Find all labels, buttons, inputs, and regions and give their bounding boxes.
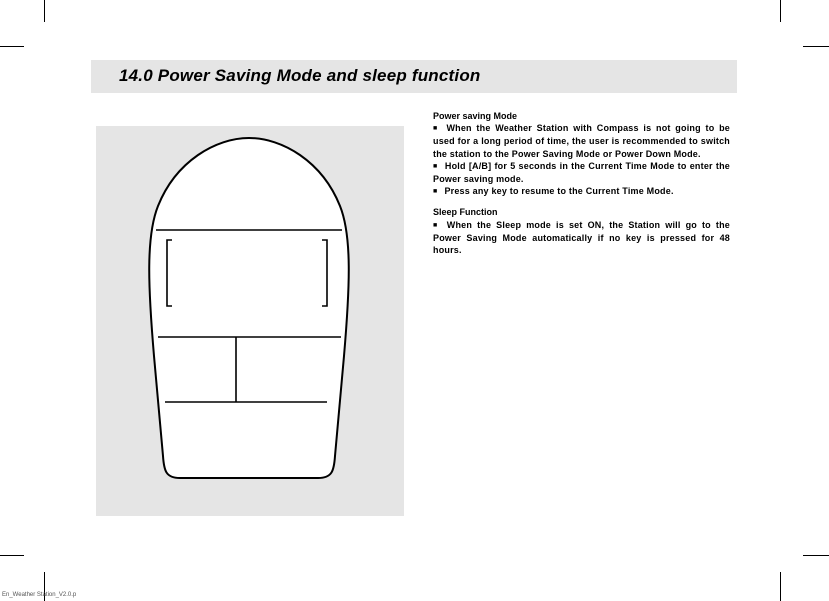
bullet-icon: ■ xyxy=(433,125,440,133)
sleep-function-heading: Sleep Function xyxy=(433,207,498,218)
crop-mark-bottom-left-h xyxy=(0,555,24,556)
device-body-outline xyxy=(149,138,349,478)
sleep-function-paragraph: ■ When the Sleep mode is set ON, the Station will go to the Power Saving Mode automatically if no key is pressed for 48 hours. xyxy=(433,219,730,256)
device-illustration-panel xyxy=(96,126,404,516)
bullet-icon: ■ xyxy=(433,162,438,170)
power-saving-paragraph: ■ Press any key to resume to the Current Time Mode. xyxy=(433,186,674,197)
crop-mark-bottom-right-h xyxy=(803,555,829,556)
crop-mark-top-left-h xyxy=(0,46,24,47)
crop-mark-bottom-right-v xyxy=(780,572,781,601)
crop-mark-top-left-v xyxy=(44,0,45,22)
section-header xyxy=(91,60,737,93)
bullet-icon: ■ xyxy=(433,221,440,229)
bullet-icon: ■ xyxy=(433,188,438,196)
crop-mark-top-right-h xyxy=(803,46,829,47)
power-saving-paragraph: ■ When the Weather Station with Compass is not going to be used for a long period of time, the user is recommended to switch the station to the Power Saving Mode or Power Down Mode. xyxy=(433,123,730,159)
weather-station-device-icon xyxy=(96,126,404,516)
power-saving-heading: Power saving Mode xyxy=(433,111,518,121)
crop-mark-top-right-v xyxy=(780,0,781,22)
footer-filename: En_Weather Station_V2.0.p xyxy=(2,592,77,598)
instructions-column xyxy=(433,110,730,256)
power-saving-paragraph: ■ Hold [A/B] for 5 seconds in the Current Time Mode to enter the Power saving mode. xyxy=(433,160,730,185)
page-title: 14.0 Power Saving Mode and sleep function xyxy=(119,66,481,85)
